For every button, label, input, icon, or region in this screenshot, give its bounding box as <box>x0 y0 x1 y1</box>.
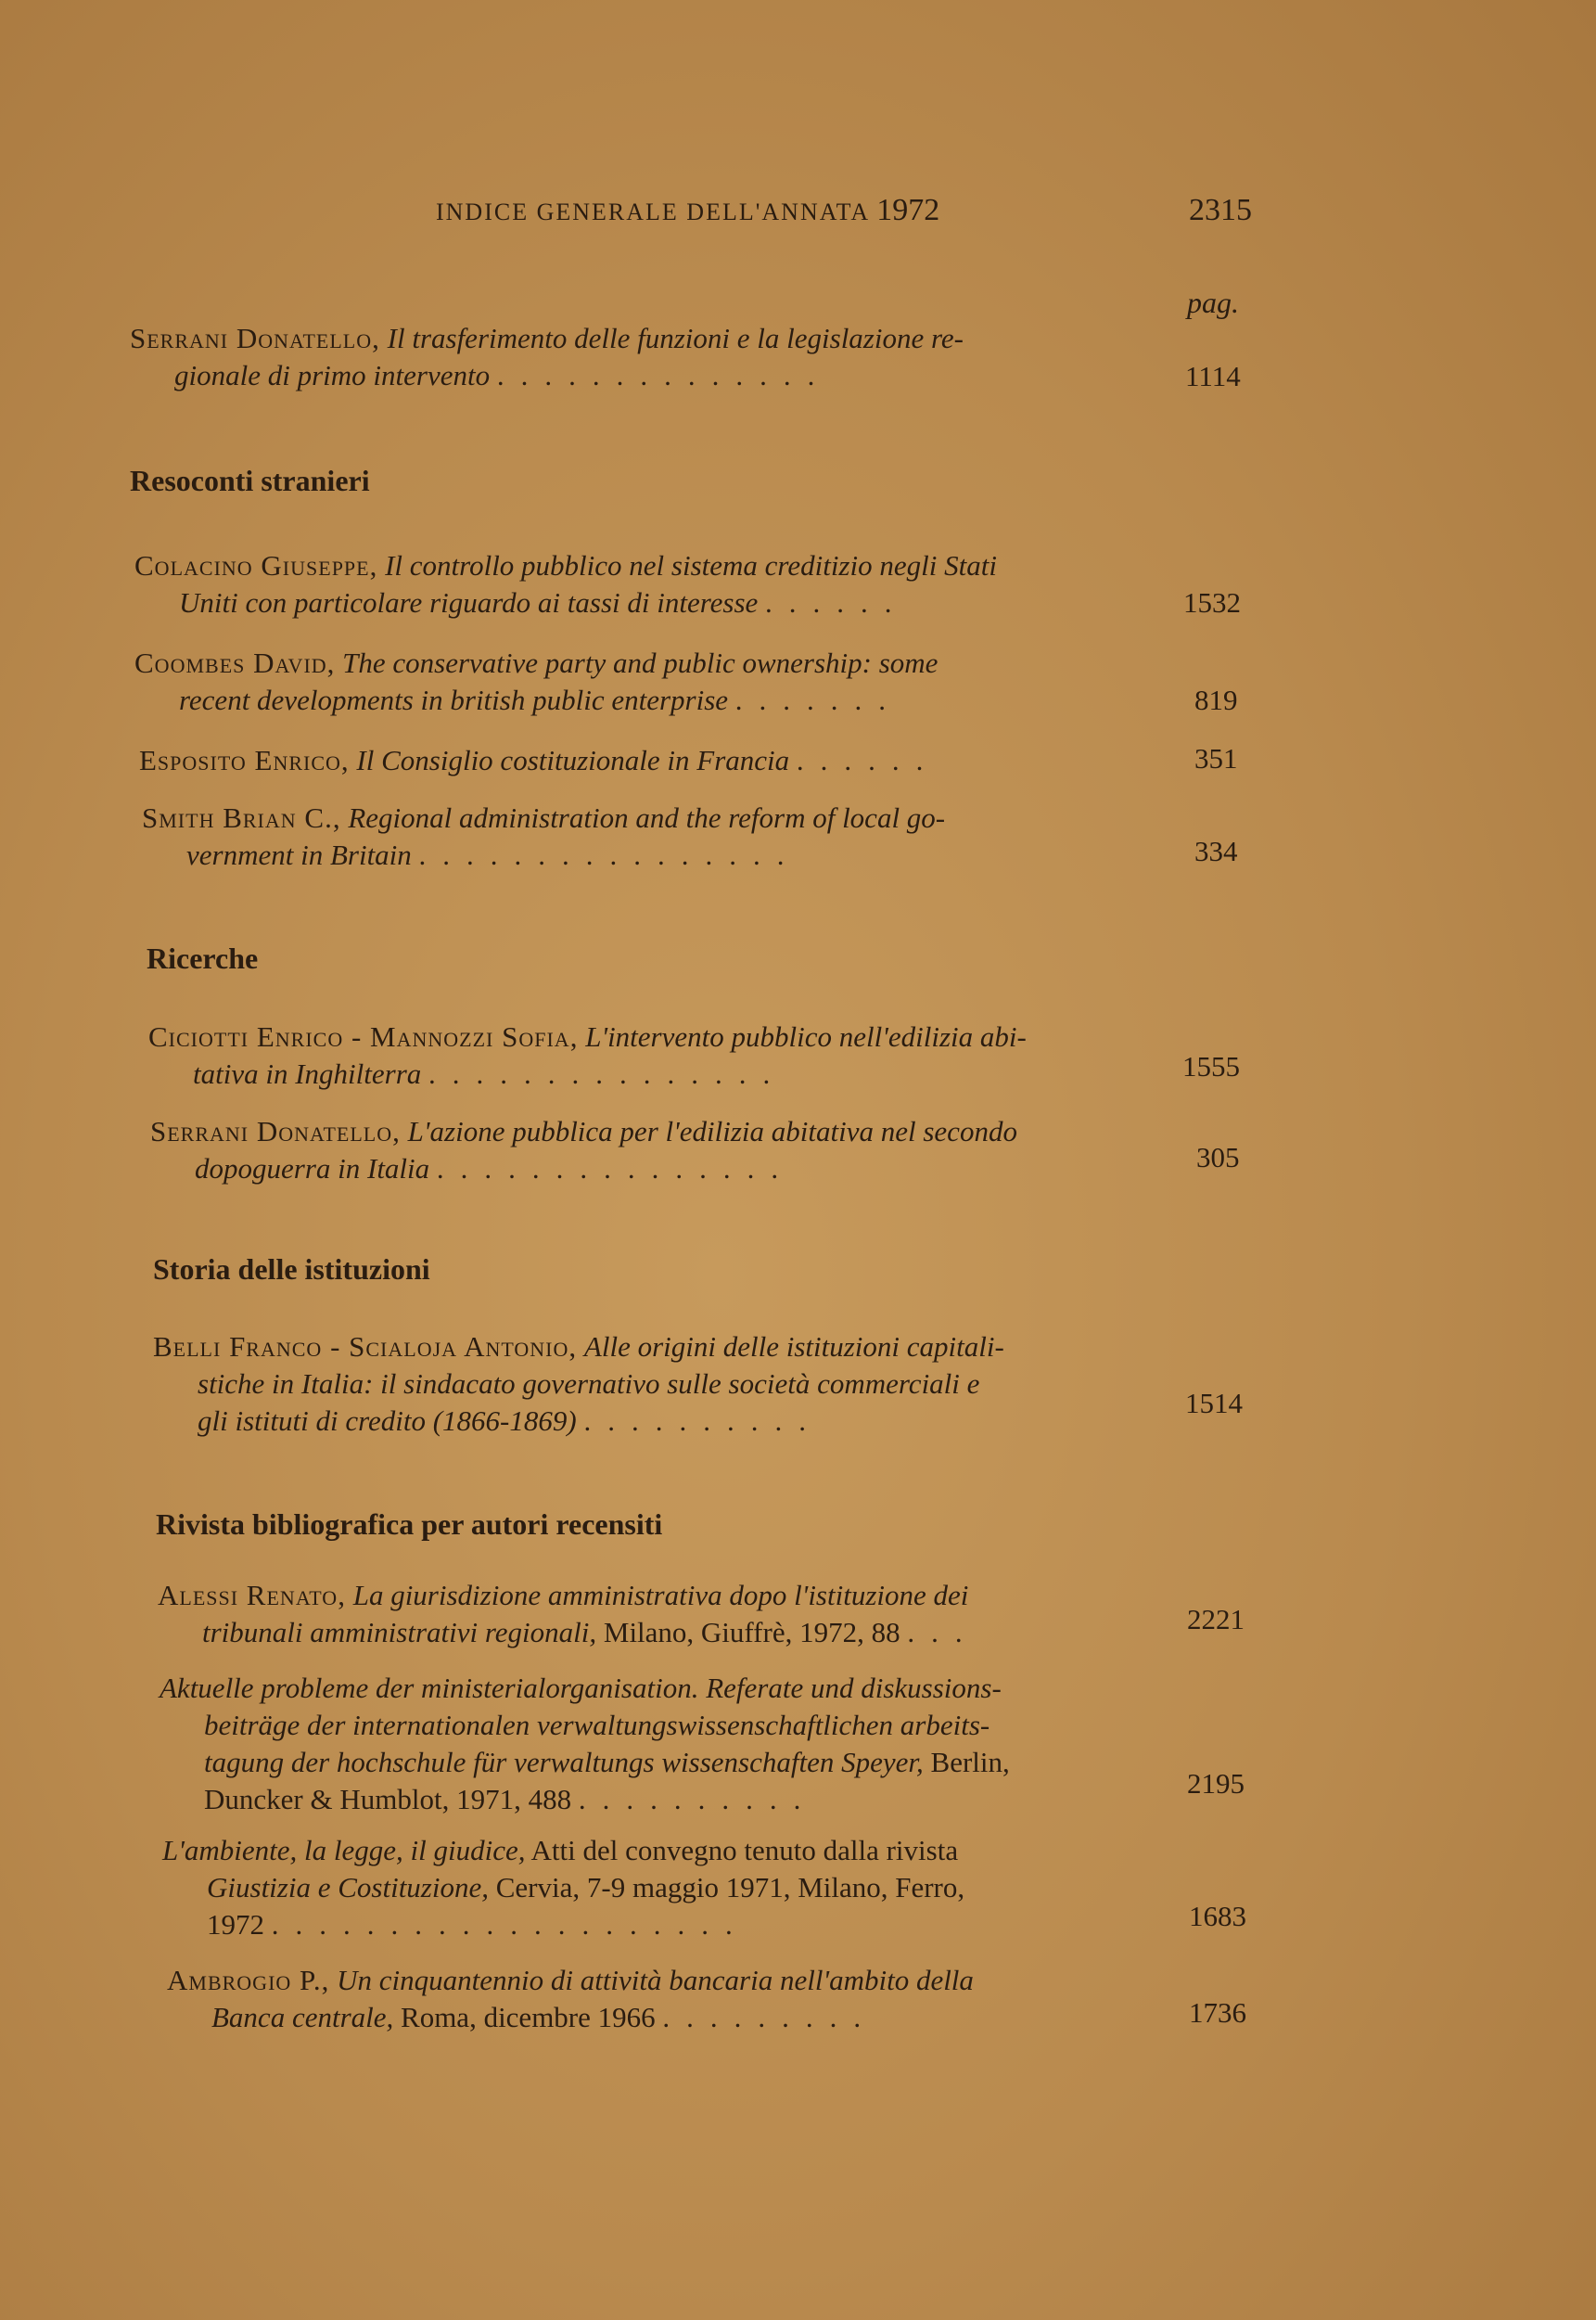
page-number: 2315 <box>1189 193 1252 227</box>
index-entry: Colacino Giuseppe, Il controllo pubblico nel sistema creditizio negli Stati Uniti con particolare riguardo ai tassi di interesse ...... <box>134 549 997 619</box>
entry-page: 2221 <box>1187 1603 1245 1635</box>
entry-page: 819 <box>1194 684 1238 716</box>
index-entry: Alessi Renato, La giurisdizione amministrativa dopo l'istituzione dei tribunali amministrativi regionali, Milano, Giuffrè, 1972, 88 ... <box>158 1579 979 1648</box>
index-entry: Coombes David, The conservative party and public ownership: some recent developments in british public enterprise ....... <box>134 647 938 716</box>
entry-page: 334 <box>1194 835 1238 867</box>
entry-page: 1514 <box>1185 1387 1243 1419</box>
section-title: Resoconti stranieri <box>130 464 370 497</box>
section-title: Rivista bibliografica per autori recensiti <box>156 1507 663 1541</box>
entry-page: 1736 <box>1189 1996 1246 2029</box>
entry-page: 1683 <box>1189 1900 1246 1932</box>
entry-page: 1532 <box>1183 586 1241 619</box>
index-entry: Aktuelle probleme der ministerialorganisation. Referate und diskussions- beiträge der internationalen verwaltungswissenschaftlichen arbeits- tagung der hochschule für verwaltungs wissenschaften Speyer, Berlin, Duncker & Humblot, 1971, 488 .......... <box>160 1672 1010 1815</box>
entry-page: 1114 <box>1185 360 1241 392</box>
index-entry: Ambrogio P., Un cinquantennio di attività bancaria nell'ambito della Banca centrale, Roma, dicembre 1966 ......... <box>167 1964 974 2033</box>
index-entry: Ciciotti Enrico - Mannozzi Sofia, L'intervento pubblico nell'edilizia abi- tativa in Inghilterra ............... <box>148 1020 1027 1090</box>
entry-page: 305 <box>1196 1141 1240 1173</box>
running-header <box>436 193 1252 228</box>
entry-page: 2195 <box>1187 1767 1245 1800</box>
index-entry: Smith Brian C., Regional administration and the reform of local go- vernment in Britain ................ <box>142 801 946 871</box>
index-entry: Esposito Enrico, Il Consiglio costituzionale in Francia ...... <box>139 744 940 776</box>
index-entry: Serrani Donatello, L'azione pubblica per l'edilizia abitativa nel secondo dopoguerra in Italia ............... <box>150 1115 1017 1185</box>
entry-page: 1555 <box>1182 1050 1240 1083</box>
entry-page: 351 <box>1194 742 1238 775</box>
section-title: Storia delle istituzioni <box>153 1252 430 1286</box>
section-title: Ricerche <box>147 942 259 975</box>
header-title: INDICE GENERALE DELL'ANNATA 1972 <box>436 193 940 227</box>
index-entry: L'ambiente, la legge, il giudice, Atti del convegno tenuto dalla rivista Giustizia e Costituzione, Cervia, 7-9 maggio 1971, Milano, Ferro, 1972 .................... <box>162 1834 965 1941</box>
index-entry: Serrani Donatello, Il trasferimento delle funzioni e la legislazione re- gionale di primo intervento .............. <box>130 322 964 391</box>
pag-label: pag. <box>1187 286 1239 319</box>
index-entry: Belli Franco - Scialoja Antonio, Alle origini delle istituzioni capitali- stiche in Italia: il sindacato governativo sulle società commerciali e gli istituti di credito (1866-1869) .......... <box>153 1330 1004 1437</box>
